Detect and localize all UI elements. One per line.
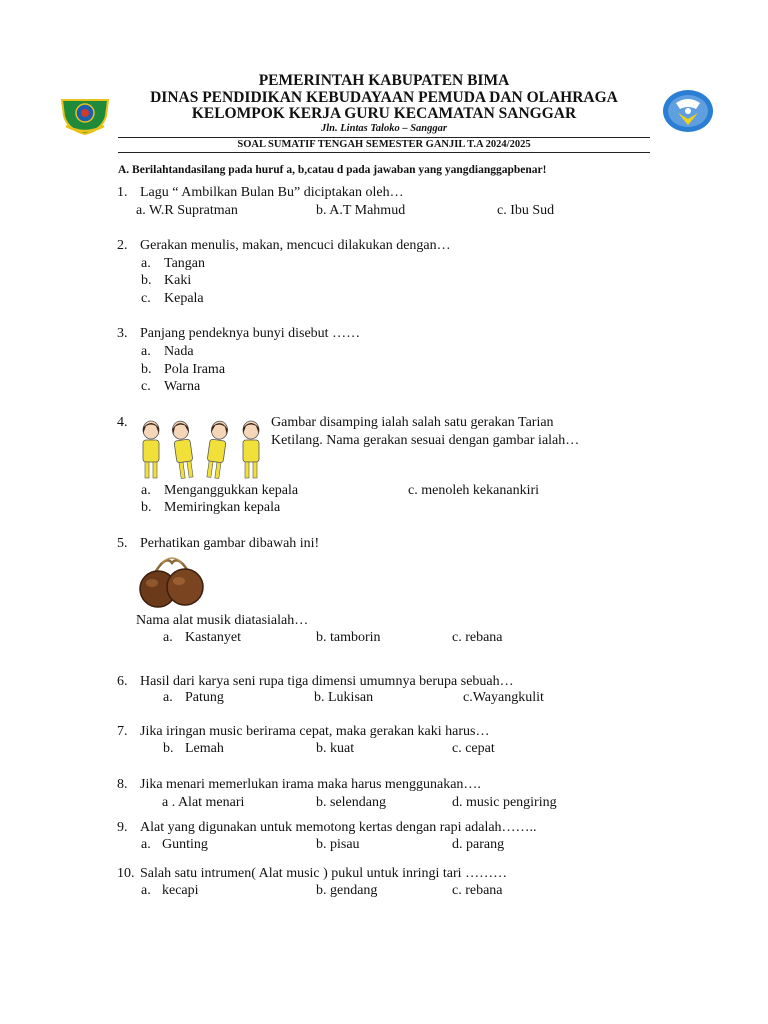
option: b. selendang	[316, 795, 386, 810]
option: a. W.R Supratman	[136, 203, 238, 218]
option-letter: a.	[141, 483, 151, 498]
question-text: Jika menari memerlukan irama maka harus menggunakan….	[140, 777, 481, 792]
exam-title: SOAL SUMATIF TENGAH SEMESTER GANJIL T.A 2024/2025	[237, 139, 531, 150]
question-number: 3.	[117, 326, 128, 341]
option: d. parang	[452, 837, 505, 852]
header-address: Jln. Lintas Taloko – Sanggar	[321, 123, 447, 134]
option: Kastanyet	[185, 630, 241, 645]
dancer-figures-icon	[138, 418, 268, 480]
question-number: 8.	[117, 777, 128, 792]
question-number: 9.	[117, 820, 128, 835]
option: Kepala	[164, 291, 204, 306]
question-text: Alat yang digunakan untuk memotong kertas dengan rapi adalah……..	[140, 820, 537, 835]
option: Patung	[185, 690, 224, 705]
question-text: Salah satu intrumen( Alat music ) pukul untuk inringi tari ………	[140, 866, 508, 881]
option: c. menoleh kekanankiri	[408, 483, 540, 498]
header-line-1: PEMERINTAH KABUPATEN BIMA	[258, 72, 510, 89]
option-letter: c.	[141, 291, 151, 306]
option-letter: a.	[141, 883, 151, 898]
option-letter: a.	[163, 630, 173, 645]
header-line-3: KELOMPOK KERJA GURU KECAMATAN SANGGAR	[191, 105, 577, 122]
question-number: 6.	[117, 674, 128, 689]
option: Tangan	[164, 256, 206, 271]
question-text: Hasil dari karya seni rupa tiga dimensi umumnya berupa sebuah…	[140, 674, 514, 689]
question-number: 10.	[117, 866, 135, 881]
option: Gunting	[162, 837, 208, 852]
option-letter: b.	[141, 500, 152, 515]
option-letter: b.	[163, 741, 174, 756]
option: Lemah	[185, 741, 224, 756]
option: b. Lukisan	[314, 690, 374, 705]
option: b. A.T Mahmud	[316, 203, 406, 218]
option: Menganggukkan kepala	[164, 483, 299, 498]
question-number: 2.	[117, 238, 128, 253]
option: d. music pengiring	[452, 795, 557, 810]
header-divider-2	[118, 152, 650, 153]
option-letter: b.	[141, 273, 152, 288]
option-letter: a.	[163, 690, 173, 705]
header-divider	[118, 137, 650, 138]
question-text: Lagu “ Ambilkan Bulan Bu” diciptakan oleh…	[140, 185, 404, 200]
question-text: Perhatikan gambar dibawah ini!	[140, 536, 320, 551]
option: kecapi	[162, 883, 199, 898]
question-number: 5.	[117, 536, 128, 551]
option-letter: a.	[141, 837, 151, 852]
option: Nada	[164, 344, 194, 359]
header-line-2: DINAS PENDIDIKAN KEBUDAYAAN PEMUDA DAN OLAHRAGA	[150, 89, 618, 106]
option: Warna	[164, 379, 201, 394]
question-text: Gambar disamping ialah salah satu gerakan Tarian	[271, 415, 554, 430]
question-number: 1.	[117, 185, 128, 200]
option: a . Alat menari	[162, 795, 245, 810]
question-text: Ketilang. Nama gerakan sesuai dengan gambar ialah…	[271, 433, 580, 448]
question-text: Jika iringan music berirama cepat, maka gerakan kaki harus…	[140, 724, 490, 739]
option: c. Ibu Sud	[497, 203, 555, 218]
question-number: 4.	[117, 415, 128, 430]
option: c.Wayangkulit	[463, 690, 544, 705]
option: Pola Irama	[164, 362, 226, 377]
option: b. pisau	[316, 837, 360, 852]
castanets-icon	[136, 553, 208, 609]
option-letter: c.	[141, 379, 151, 394]
question-text: Panjang pendeknya bunyi disebut ……	[140, 326, 361, 341]
option: c. cepat	[452, 741, 495, 756]
option-letter: a.	[141, 256, 151, 271]
option: b. gendang	[316, 883, 378, 898]
instruction: A. Berilahtandasilang pada huruf a, b,catau d pada jawaban yang yangdianggapbenar!	[118, 164, 547, 176]
option: b. kuat	[316, 741, 355, 756]
option: c. rebana	[452, 883, 503, 898]
question-text: Nama alat musik diatasialah…	[136, 613, 309, 628]
option: c. rebana	[452, 630, 503, 645]
option-letter: a.	[141, 344, 151, 359]
option: b. tamborin	[316, 630, 381, 645]
question-number: 7.	[117, 724, 128, 739]
option: Memiringkan kepala	[164, 500, 281, 515]
question-text: Gerakan menulis, makan, mencuci dilakukan dengan…	[140, 238, 451, 253]
option-letter: b.	[141, 362, 152, 377]
option: Kaki	[164, 273, 192, 288]
